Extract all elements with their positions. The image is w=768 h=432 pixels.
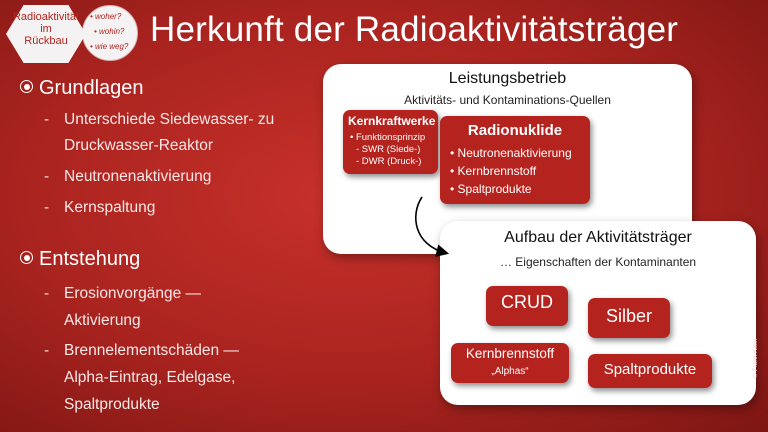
- list-item-text: Neutronenaktivierung: [64, 168, 212, 185]
- list-item: [44, 199, 155, 217]
- section-grundlagen-label: Grundlagen: [39, 77, 144, 99]
- list-item-continuation: Aktivierung: [64, 312, 141, 329]
- dash-bullet: -: [44, 111, 50, 128]
- list-item: [44, 342, 239, 360]
- copyright-text: © Frank Klein: [752, 338, 759, 378]
- list-item-continuation: Alpha-Eintrag, Edelgase,: [64, 369, 236, 386]
- box-line: „Alphas“: [491, 366, 529, 377]
- box-title: Radionuklide: [467, 122, 563, 139]
- box-title: Kernbrennstoff: [465, 346, 555, 361]
- box-line: - SWR (Siede-): [356, 144, 421, 155]
- box-line: • Spaltprodukte: [450, 182, 532, 196]
- logo-line2: im: [40, 23, 52, 35]
- box-line: • Kernbrennstoff: [450, 164, 537, 178]
- box-spaltprodukte: [588, 354, 712, 388]
- section-entstehung-label: Entstehung: [39, 248, 141, 270]
- box-title: Spaltprodukte: [603, 361, 697, 378]
- box-line: • Neutronenaktivierung: [450, 146, 572, 160]
- list-item-text: Erosionvorgänge —: [64, 285, 201, 302]
- list-item-continuation: Spaltprodukte: [64, 396, 160, 413]
- radio-bullet-icon: [20, 251, 33, 264]
- box-line-text: Neutronenaktivierung: [457, 146, 572, 160]
- box-radionuklide: [440, 116, 590, 204]
- dash-bullet: -: [44, 168, 50, 185]
- radio-bullet-icon: [20, 80, 33, 93]
- box-crud: [486, 286, 568, 326]
- list-item-text: Unterschiede Siedewasser- zu: [64, 111, 275, 128]
- list-item-text: Kernspaltung: [64, 199, 156, 216]
- logo-question1: • woher?: [90, 12, 122, 21]
- list-item-continuation: Druckwasser-Reaktor: [64, 137, 214, 154]
- logo-line1: Radioaktivität: [12, 11, 80, 23]
- box-kernbrennstoff: [451, 343, 569, 383]
- dash-bullet: -: [44, 342, 50, 359]
- section-entstehung: [20, 248, 140, 271]
- list-item-text: Brennelementschäden —: [64, 342, 239, 359]
- box-kernkraftwerke: [343, 110, 438, 174]
- panel-subtitle: Aktivitäts- und Kontaminations-Quellen: [404, 93, 611, 107]
- box-title: Kernkraftwerke: [348, 114, 436, 128]
- logo-question2: • wohin?: [94, 27, 125, 36]
- box-silber: [588, 298, 670, 338]
- page-title: Herkunft der Radioaktivitätsträger: [150, 10, 679, 49]
- dash-bullet: -: [44, 199, 50, 216]
- box-line-text: Kernbrennstoff: [457, 164, 537, 178]
- panel-subtitle: … Eigenschaften der Kontaminanten: [499, 255, 697, 269]
- panel-title: Leistungsbetrieb: [448, 70, 567, 87]
- box-title: CRUD: [501, 292, 553, 312]
- box-line: • Funktionsprinzip: [350, 132, 426, 143]
- box-line-text: Spaltprodukte: [457, 182, 532, 196]
- curved-arrow-icon: [400, 195, 460, 265]
- panel-title: Aufbau der Aktivitätsträger: [504, 229, 692, 246]
- box-line: - DWR (Druck-): [356, 156, 422, 167]
- logo-question3: • wie weg?: [90, 42, 129, 51]
- list-item: [44, 285, 201, 303]
- dash-bullet: -: [44, 285, 50, 302]
- logo-line3: Rückbau: [24, 35, 68, 47]
- list-item: [44, 111, 274, 129]
- section-grundlagen: [20, 77, 144, 100]
- list-item: [44, 168, 211, 186]
- box-title: Silber: [605, 306, 653, 326]
